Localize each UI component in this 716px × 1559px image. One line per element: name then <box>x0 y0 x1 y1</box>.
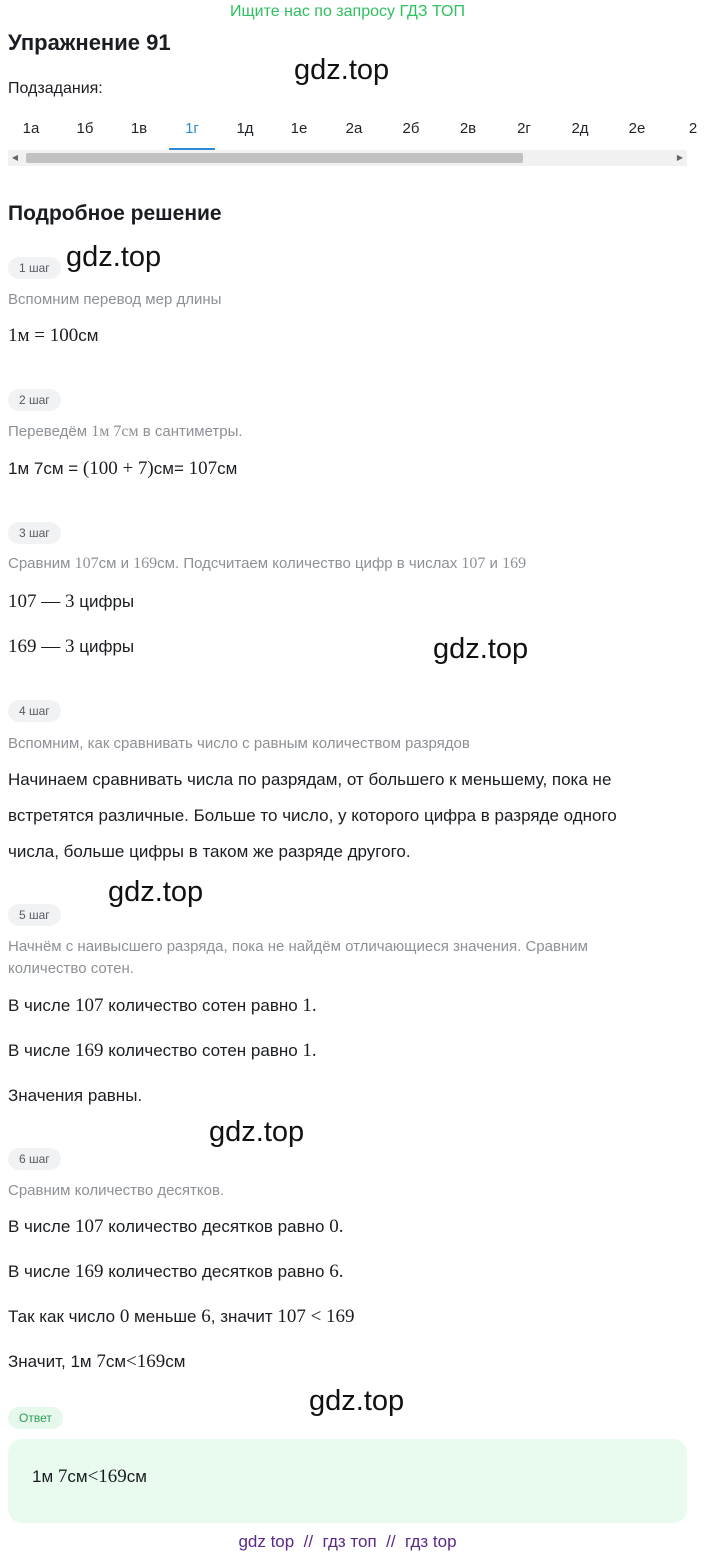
step-content: Значит, 1м 7см<169см <box>8 1351 186 1372</box>
tab-2a[interactable]: 2а <box>345 120 363 137</box>
answer-text: 1м 7см<169см <box>32 1466 147 1487</box>
step-content: В числе 107 количество десятков равно 0. <box>8 1216 344 1237</box>
tabs-scrollbar[interactable] <box>8 150 687 166</box>
step-content: 1м = 100см <box>8 325 99 346</box>
tab-2v[interactable]: 2в <box>459 120 477 137</box>
search-banner[interactable]: Ищите нас по запросу ГДЗ ТОП <box>230 3 465 20</box>
watermark: gdz.top <box>209 1116 305 1148</box>
step-content: Так как число 0 меньше 6, значит 107 < 169 <box>8 1306 355 1327</box>
tab-2g[interactable]: 2г <box>517 120 531 137</box>
step-paragraph: Начинаем сравнивать числа по разрядам, от большего к меньшему, пока не <box>8 770 612 789</box>
subtask-tabs <box>8 110 698 150</box>
watermark: gdz.top <box>108 876 204 908</box>
page-title: Упражнение 91 <box>8 30 171 55</box>
tab-1e[interactable]: 1е <box>290 120 308 137</box>
answer-badge: Ответ <box>8 1407 63 1429</box>
step-hint: Начнём с наивысшего разряда, пока не найдём отличающиеся значения. Сравним <box>8 938 588 955</box>
tab-1g[interactable]: 1г <box>169 110 215 150</box>
tab-2e[interactable]: 2е <box>628 120 646 137</box>
step-paragraph: числа, больше цифры в таком же разряде другого. <box>8 842 411 861</box>
step-content: 169 — 3 цифры <box>8 636 135 657</box>
watermark: gdz.top <box>66 241 162 273</box>
scroll-right-icon[interactable]: ▶ <box>676 153 684 162</box>
footer-links[interactable]: gdz top // гдз топ // гдз top <box>238 1532 457 1551</box>
watermark: gdz.top <box>433 633 529 665</box>
watermark: gdz.top <box>309 1385 405 1417</box>
step-hint: Вспомним, как сравнивать число с равным количеством разрядов <box>8 735 470 752</box>
step-badge: 1 шаг <box>8 257 61 279</box>
watermark: gdz.top <box>294 54 390 86</box>
step-badge: 3 шаг <box>8 522 61 544</box>
step-paragraph: встретятся различные. Больше то число, у которого цифра в разряде одного <box>8 806 617 825</box>
step-content: В числе 169 количество сотен равно 1. <box>8 1040 317 1061</box>
step-content: В числе 169 количество десятков равно 6. <box>8 1261 344 1282</box>
scrollbar-thumb[interactable] <box>26 153 523 163</box>
tab-1v[interactable]: 1в <box>130 120 148 137</box>
tab-1d[interactable]: 1д <box>236 120 254 137</box>
step-hint: количество сотен. <box>8 960 134 977</box>
step-hint: Переведём 1м 7см в сантиметры. <box>8 423 243 440</box>
step-content: 107 — 3 цифры <box>8 591 135 612</box>
step-badge: 5 шаг <box>8 904 61 926</box>
tab-1b[interactable]: 1б <box>76 120 94 137</box>
tab-2-partial[interactable]: 2 <box>688 120 698 137</box>
step-badge: 2 шаг <box>8 389 61 411</box>
step-content: В числе 107 количество сотен равно 1. <box>8 995 317 1016</box>
step-hint: Сравним количество десятков. <box>8 1182 225 1199</box>
step-hint: Сравним 107см и 169см. Подсчитаем количество цифр в числах 107 и 169 <box>8 555 527 572</box>
step-content: 1м 7см = (100 + 7)см= 107см <box>8 458 238 479</box>
step-badge: 4 шаг <box>8 700 61 722</box>
tab-2b[interactable]: 2б <box>402 120 420 137</box>
solution-heading: Подробное решение <box>8 202 222 225</box>
tab-2d[interactable]: 2д <box>571 120 589 137</box>
subtasks-label: Подзадания: <box>8 80 103 97</box>
step-badge: 6 шаг <box>8 1148 61 1170</box>
scroll-left-icon[interactable]: ◀ <box>11 153 19 162</box>
step-hint: Вспомним перевод мер длины <box>8 291 222 308</box>
step-content: Значения равны. <box>8 1086 143 1105</box>
tab-1a[interactable]: 1а <box>22 120 40 137</box>
